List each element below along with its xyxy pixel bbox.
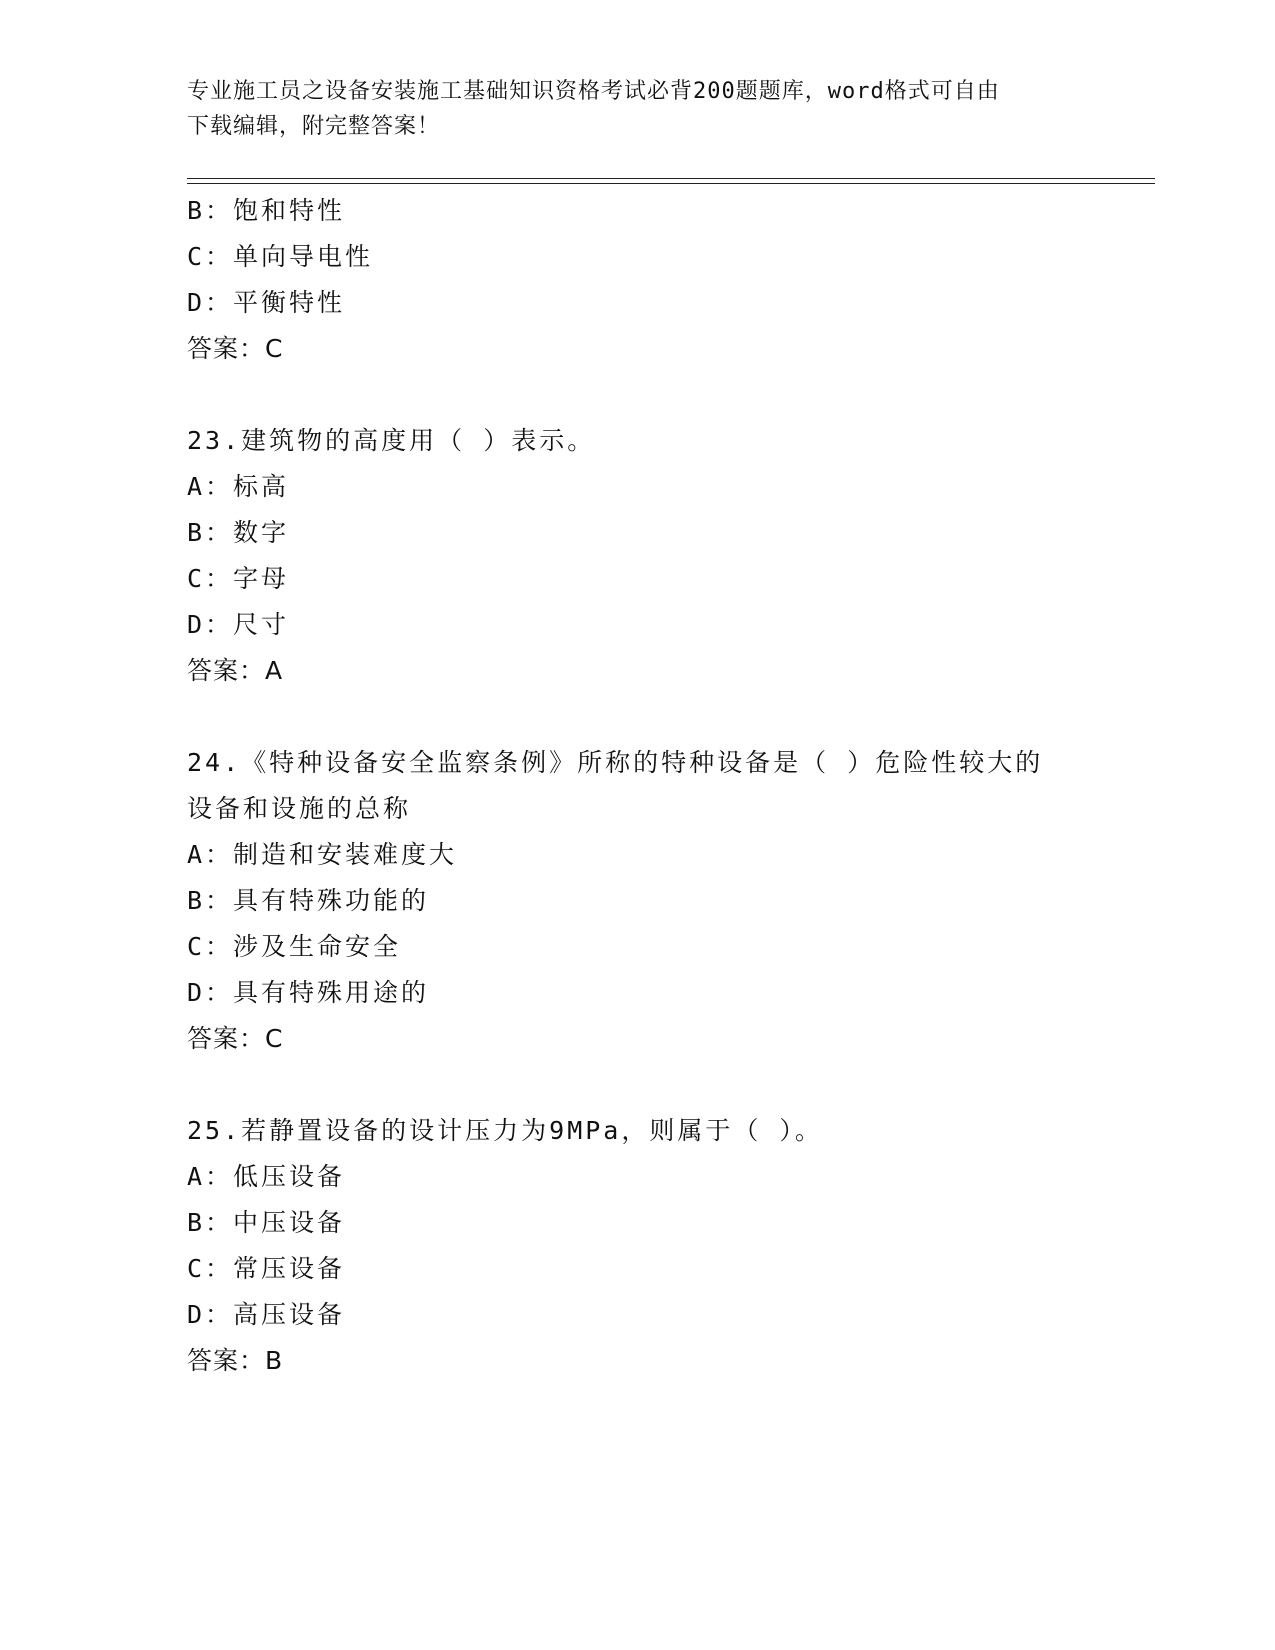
option-b: B：饱和特性 <box>187 196 346 225</box>
answer-line: 答案：C <box>187 1024 284 1053</box>
question-23 <box>187 418 1155 694</box>
spacer <box>187 1062 1155 1108</box>
header-title-line-2: 下载编辑，附完整答案！ <box>187 114 441 139</box>
option-d: D：具有特殊用途的 <box>187 978 430 1007</box>
question-24 <box>187 740 1155 1062</box>
option-c: C：字母 <box>187 564 290 593</box>
answer-line: 答案：A <box>187 656 284 685</box>
option-a: A：低压设备 <box>187 1162 346 1191</box>
option-a: A：标高 <box>187 472 290 501</box>
header-divider-bottom <box>187 183 1155 184</box>
option-c: C：涉及生命安全 <box>187 932 402 961</box>
question-stem: 24.《特种设备安全监察条例》所称的特种设备是（ ）危险性较大的 <box>187 748 1044 777</box>
question-stem: 23.建筑物的高度用（ ）表示。 <box>187 426 596 455</box>
question-22-continued <box>187 188 1155 372</box>
document-header <box>187 74 1067 144</box>
question-25 <box>187 1108 1155 1384</box>
option-b: B：数字 <box>187 518 290 547</box>
header-divider-top <box>187 178 1155 179</box>
option-b: B：中压设备 <box>187 1208 346 1237</box>
option-b: B：具有特殊功能的 <box>187 886 430 915</box>
option-d: D：平衡特性 <box>187 288 346 317</box>
question-list <box>187 188 1155 1384</box>
spacer <box>187 694 1155 740</box>
option-a: A：制造和安装难度大 <box>187 840 458 869</box>
answer-line: 答案：C <box>187 334 284 363</box>
option-d: D：高压设备 <box>187 1300 346 1329</box>
question-stem-continued: 设备和设施的总称 <box>187 794 412 823</box>
question-stem: 25.若静置设备的设计压力为9MPa，则属于（ ）。 <box>187 1116 823 1145</box>
answer-line: 答案：B <box>187 1346 284 1375</box>
option-d: D：尺寸 <box>187 610 290 639</box>
header-title-line-1: 专业施工员之设备安装施工基础知识资格考试必背200题题库，word格式可自由 <box>187 79 1000 104</box>
spacer <box>187 372 1155 418</box>
option-c: C：单向导电性 <box>187 242 374 271</box>
option-c: C：常压设备 <box>187 1254 346 1283</box>
